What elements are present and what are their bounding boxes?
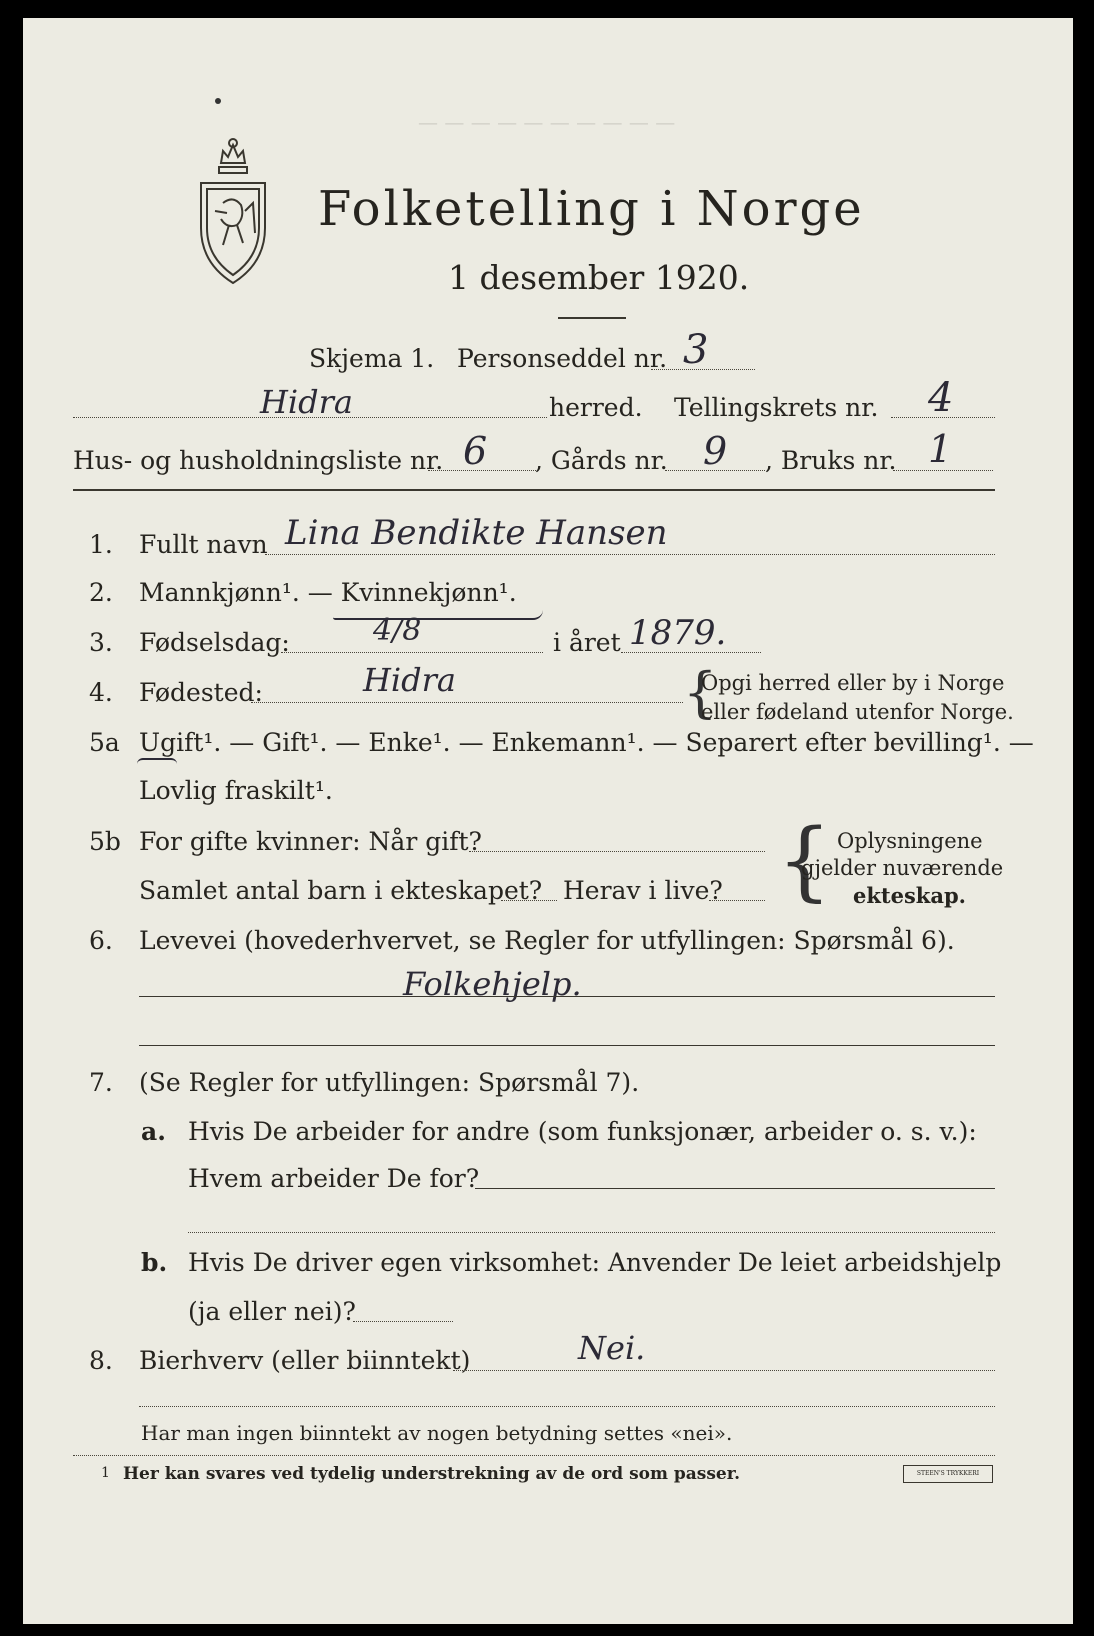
title-rule <box>558 317 626 319</box>
q5b-line2a: Samlet antal barn i ekteskapet? <box>139 876 543 905</box>
q7-label: (Se Regler for utfyllingen: Spørsmål 7). <box>139 1068 640 1097</box>
q8-label: Bierhverv (eller biinntekt) <box>139 1346 471 1375</box>
q5b-line2b: Herav i live? <box>563 876 723 905</box>
census-form-sheet <box>23 18 1073 1624</box>
q3-value: 4/8 <box>373 613 422 648</box>
q5a-number: 5a <box>89 728 120 757</box>
herred-label: herred. <box>549 393 643 422</box>
q2-label: Mannkjønn¹. — Kvinnekjønn¹. <box>139 578 517 607</box>
q1-field-line <box>265 554 995 555</box>
q6-answer-line2 <box>139 1045 995 1046</box>
q5b-brace: { <box>777 811 832 911</box>
personseddel-label: Personseddel nr. <box>457 344 668 373</box>
herred-value: Hidra <box>260 383 353 421</box>
skjema-label: Skjema 1. <box>309 344 435 373</box>
form-title: Folketelling i Norge <box>318 181 865 237</box>
q7a-line2: Hvem arbeider De for? <box>188 1164 480 1193</box>
header-divider <box>73 489 995 491</box>
husholdningsliste-value: 6 <box>463 429 488 473</box>
q3-year-label: i året <box>553 628 621 657</box>
q5b-alive-field-line <box>709 900 765 901</box>
census-date: 1 desember 1920. <box>448 258 750 297</box>
q6-value: Folkehjelp. <box>403 965 582 1003</box>
q7-number: 7. <box>89 1068 113 1097</box>
q5b-children-field-line <box>501 900 557 901</box>
gards-value: 9 <box>703 429 728 473</box>
q4-number: 4. <box>89 678 113 707</box>
q5b-married-field-line <box>469 851 765 852</box>
q4-brace: { <box>683 661 718 724</box>
q5b-number: 5b <box>89 827 121 856</box>
bruks-label: , Bruks nr. <box>765 446 897 475</box>
ink-dot <box>215 98 221 104</box>
printer-stamp: STEEN'S TRYKKERI <box>903 1465 993 1483</box>
q7b-field-line <box>353 1321 453 1322</box>
tellingskrets-value: 4 <box>928 375 954 421</box>
footnote-mark: 1 <box>101 1465 110 1481</box>
footnote-text: Her kan svares ved tydelig understrekning av de ord som passer. <box>123 1464 741 1484</box>
q4-label: Fødested: <box>139 678 263 707</box>
q5a-line2: Lovlig fraskilt¹. <box>139 776 333 805</box>
coat-of-arms-icon <box>193 133 273 288</box>
q3-number: 3. <box>89 628 113 657</box>
q7a-line1: Hvis De arbeider for andre (som funksjonær, arbeider o. s. v.): <box>188 1117 977 1146</box>
q7a-field-line <box>475 1188 995 1189</box>
q7b-letter: b. <box>141 1248 168 1277</box>
q4-note-line1: Opgi herred eller by i Norge <box>701 671 1005 695</box>
q1-number: 1. <box>89 530 113 559</box>
q8-value: Nei. <box>578 1329 646 1367</box>
q8-field-line <box>453 1370 995 1371</box>
q6-answer-line1 <box>139 996 995 997</box>
q5b-note-line1: Oplysningene <box>837 829 983 853</box>
footnote-rule <box>73 1455 995 1456</box>
q7b-line1: Hvis De driver egen virksomhet: Anvender De leiet arbeidshjelp <box>188 1248 1002 1277</box>
q7a-letter: a. <box>141 1117 166 1146</box>
personseddel-value: 3 <box>683 327 709 373</box>
footer-note: Har man ingen biinntekt av nogen betydning settes «nei». <box>141 1421 733 1445</box>
tellingskrets-label: Tellingskrets nr. <box>674 393 879 422</box>
q5a-line1: Ugift¹. — Gift¹. — Enke¹. — Enkemann¹. — Separert efter bevilling¹. — <box>139 728 1034 757</box>
q1-value: Lina Bendikte Hansen <box>285 513 668 553</box>
q3-year-value: 1879. <box>629 613 727 653</box>
footer-rule <box>139 1406 995 1407</box>
q8-number: 8. <box>89 1346 113 1375</box>
q4-value: Hidra <box>363 661 456 699</box>
q3-label: Fødselsdag: <box>139 628 290 657</box>
q2-underline <box>333 610 543 620</box>
gards-label: , Gårds nr. <box>535 446 668 475</box>
q6-label: Levevei (hovederhvervet, se Regler for utfyllingen: Spørsmål 6). <box>139 926 955 955</box>
q2-number: 2. <box>89 578 113 607</box>
bruks-value: 1 <box>928 427 953 471</box>
q3-field-line <box>281 652 543 653</box>
q5b-line1: For gifte kvinner: Når gift? <box>139 827 482 856</box>
q7a-extra-line <box>188 1232 995 1233</box>
q1-label: Fullt navn <box>139 530 268 559</box>
q4-note-line2: eller fødeland utenfor Norge. <box>701 700 1014 724</box>
q7b-line2: (ja eller nei)? <box>188 1297 356 1326</box>
q5b-note-line2: gjelder nuværende <box>801 856 1004 880</box>
bleed-through: — — — — — — — — — — <box>418 110 676 134</box>
husholdningsliste-label: Hus- og husholdningsliste nr. <box>73 446 444 475</box>
q5b-note-line3: ekteskap. <box>853 883 966 908</box>
q6-number: 6. <box>89 926 113 955</box>
q5a-mark <box>137 758 177 764</box>
q4-field-line <box>251 702 683 703</box>
